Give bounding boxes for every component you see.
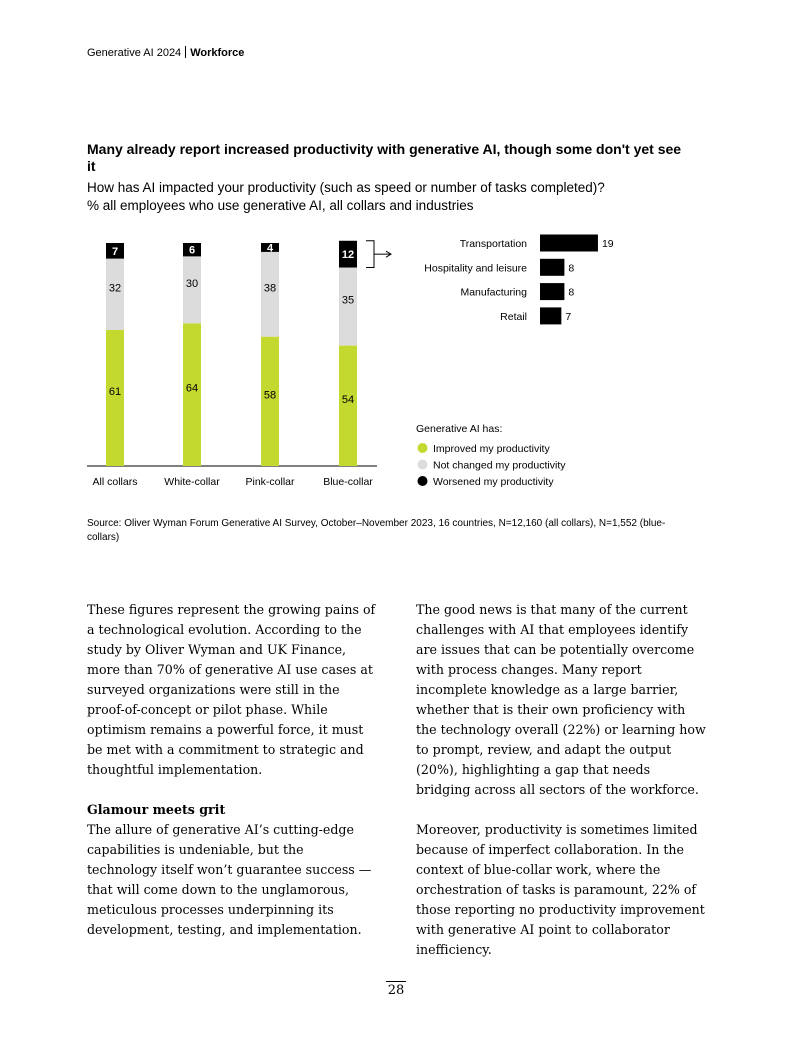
breakdown-bar bbox=[540, 283, 564, 300]
legend-label: Worsened my productivity bbox=[433, 476, 554, 488]
breakdown-value: 19 bbox=[601, 238, 614, 250]
breakdown-bar bbox=[540, 235, 598, 252]
breakdown-value: 7 bbox=[565, 310, 572, 323]
category-label: White-collar bbox=[164, 476, 220, 488]
category-label: Blue-collar bbox=[323, 476, 373, 488]
breakdown-value: 8 bbox=[568, 286, 575, 299]
legend-label: Not changed my productivity bbox=[433, 459, 566, 472]
chart-question: How has AI impacted your productivity (such as speed or number of tasks completed)? bbox=[87, 180, 605, 195]
header-divider bbox=[185, 46, 186, 58]
category-label: All collars bbox=[92, 476, 138, 488]
category-label: Pink-collar bbox=[245, 476, 295, 488]
chart-source: Source: Oliver Wyman Forum Generative AI Survey, October–November 2023, 16 countries, N=12,160 (all collars), N=1,552 (blue-collars) bbox=[87, 518, 666, 543]
productivity-chart bbox=[0, 220, 793, 520]
subheading: Glamour meets grit bbox=[87, 802, 226, 817]
bar-value-label: 32 bbox=[108, 282, 122, 295]
breakdown-label: Hospitality and leisure bbox=[424, 262, 527, 275]
breakdown-bar bbox=[540, 307, 561, 324]
breakdown-label: Transportation bbox=[459, 238, 527, 250]
chart-base: % all employees who use generative AI, all collars and industries bbox=[87, 198, 474, 213]
bar-value-label: 38 bbox=[263, 282, 277, 295]
legend-swatch bbox=[418, 460, 428, 470]
running-header bbox=[87, 46, 244, 59]
bar-value-label: 54 bbox=[341, 393, 355, 406]
report-name: Generative AI 2024 bbox=[87, 47, 182, 59]
breakdown-bar bbox=[540, 259, 564, 276]
bracket bbox=[366, 241, 374, 268]
body-column-right bbox=[416, 600, 706, 980]
paragraph-with-subhead bbox=[87, 800, 377, 940]
bar-value-label: 4 bbox=[266, 242, 274, 255]
breakdown-value: 8 bbox=[568, 262, 575, 275]
legend-swatch bbox=[418, 443, 428, 453]
legend-title: Generative AI has: bbox=[416, 423, 503, 435]
bar-value-label: 58 bbox=[263, 389, 277, 402]
bar-value-label: 64 bbox=[185, 382, 199, 395]
bar-value-label: 6 bbox=[188, 244, 196, 257]
paragraph: These figures represent the growing pains of a technological evolution. According to the study by Oliver Wyman and UK Finance, more than 70% of generative AI use cases at surveyed organizations were still in the proof-of-concept or pilot phase. While optimism remains a powerful force, it must be met with a commitment to strategic and thoughtful implementation. bbox=[87, 602, 376, 777]
bar-value-label: 35 bbox=[341, 294, 355, 307]
chart-title: Many already report increased productivity with generative AI, though some don't yet see it bbox=[87, 141, 682, 174]
breakdown-label: Retail bbox=[500, 310, 527, 323]
bar-value-label: 61 bbox=[108, 385, 122, 398]
paragraph-text: The allure of generative AI’s cutting-edge capabilities is undeniable, but the technology itself won’t guarantee success — that will come down to the unglamorous, meticulous processes underpinning its development, testing, and implementation. bbox=[87, 822, 372, 937]
paragraph: The good news is that many of the current challenges with AI that employees identify are issues that can be potentially overcome with process changes. Many report incomplete knowledge as a large barrier, whether that is their own proficiency with the technology overall (22%) or learning how to prompt, review, and adapt the output (20%), highlighting a gap that needs bridging across all sectors of the workforce. bbox=[416, 602, 706, 797]
breakdown-label: Manufacturing bbox=[460, 286, 527, 299]
section-name: Workforce bbox=[190, 47, 245, 59]
bar-value-label: 30 bbox=[185, 277, 199, 290]
page-number: 28 bbox=[387, 983, 405, 998]
body-column-left bbox=[87, 600, 377, 940]
paragraph: Moreover, productivity is sometimes limited because of imperfect collaboration. In the context of blue-collar work, where the orchestration of tasks is paramount, 22% of those reporting no productivity improvement with generative AI point to collaborator inefficiency. bbox=[416, 822, 705, 957]
bar-value-label: 12 bbox=[341, 249, 355, 262]
legend-label: Improved my productivity bbox=[433, 443, 550, 455]
bar-value-label: 7 bbox=[111, 245, 119, 258]
chart-subtitle bbox=[87, 179, 727, 215]
legend-swatch bbox=[418, 476, 428, 486]
